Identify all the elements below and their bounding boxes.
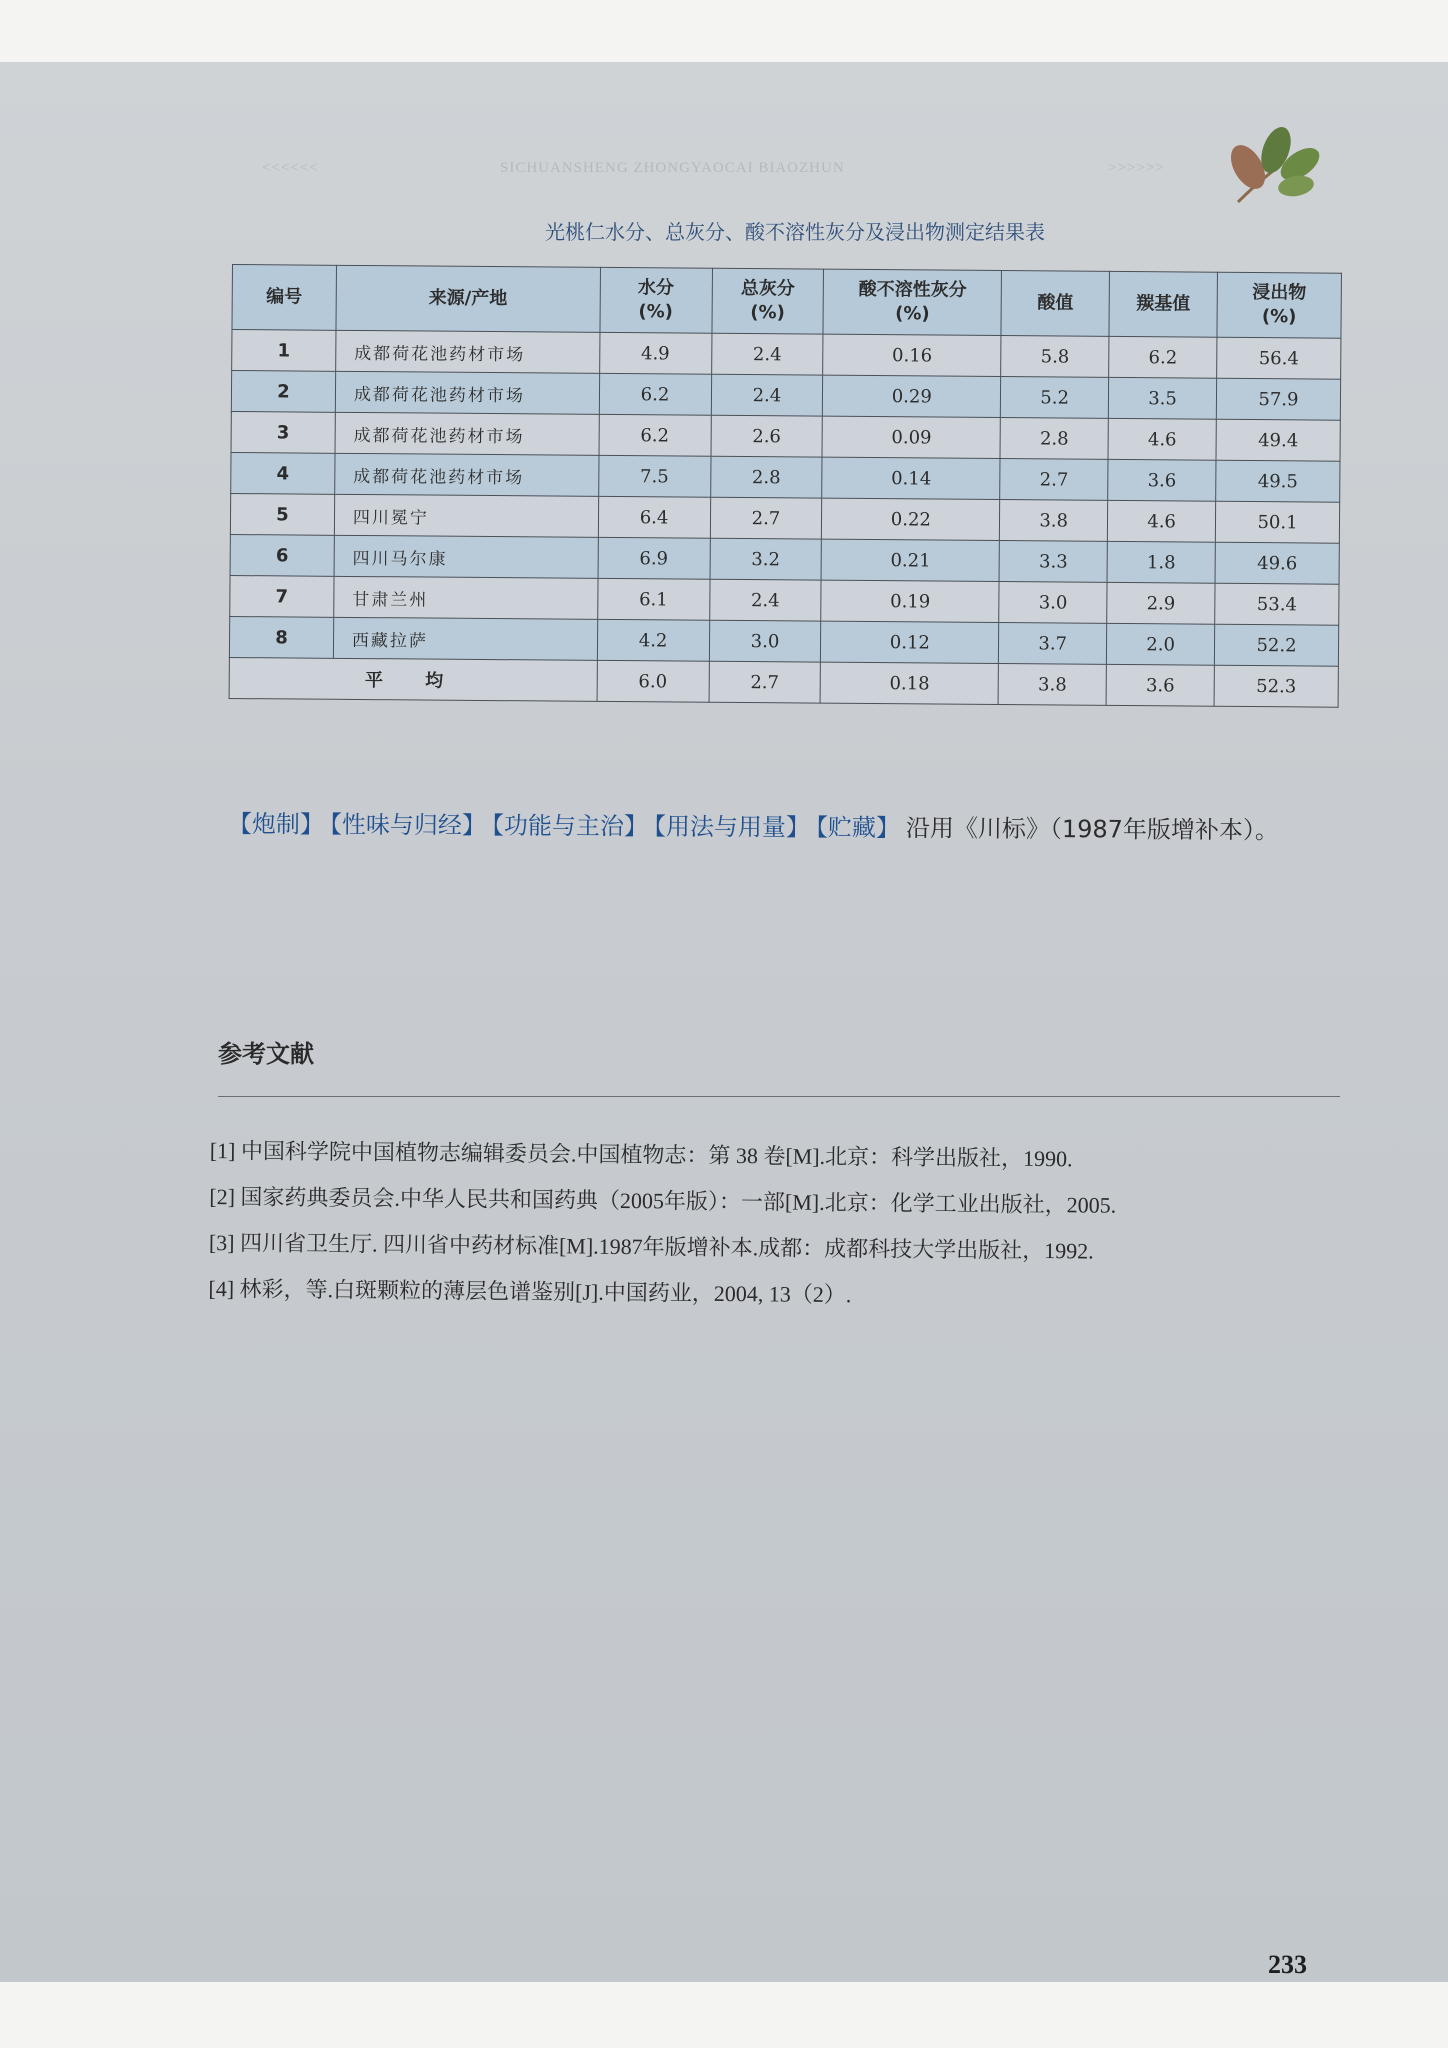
running-header [0,110,1448,176]
cell-acid-value: 2.8 [1000,418,1108,460]
col-header-carbonyl: 羰基值 [1109,271,1217,337]
cell-origin: 成都荷花池药材市场 [335,371,599,414]
cell-acid-ash: 0.16 [823,334,1001,376]
table-header-row [232,265,1341,339]
cell-acid-ash: 0.14 [822,457,1000,499]
results-table [229,264,1342,708]
tag-processing: 【炮制】 [227,809,324,839]
cell-acid-value: 3.8 [998,664,1106,706]
cell-origin: 西藏拉萨 [333,617,597,660]
cell-origin: 四川马尔康 [334,535,598,578]
cell-id: 1 [232,330,336,372]
cell-water: 6.2 [599,414,711,456]
paragraph-text: 沿用《川标》（1987年版增补本）。 [905,814,1280,845]
cell-acid-ash: 0.21 [821,539,999,581]
header-left-marks: <<<<<< [262,160,319,176]
page-number: 233 [1268,1950,1307,1979]
leaf-ornament-icon [1218,122,1328,212]
col-header-acid-value: 酸值 [1001,271,1109,337]
cell-carbonyl: 4.6 [1108,418,1216,460]
cell-water: 4.2 [597,619,709,661]
references-title: 参考文献 [218,1040,314,1068]
col-header-id: 编号 [232,265,336,331]
cell-acid-value: 2.7 [1000,459,1108,501]
reference-item: [1] 中国科学院中国植物志编辑委员会.中国植物志：第 38 卷[M].北京：科学出版社，1990. [209,1137,1073,1172]
cell-ash: 2.6 [711,415,823,457]
cell-extract: 49.4 [1216,419,1340,461]
cell-extract: 56.4 [1217,337,1341,379]
cell-water: 6.0 [597,660,709,702]
col-header-extract: 浸出物 (%) [1217,272,1341,338]
cell-water: 6.1 [597,578,709,620]
cell-carbonyl: 2.0 [1107,623,1215,665]
cell-id: 3 [231,411,335,453]
cell-ash: 2.8 [710,456,822,498]
cell-carbonyl: 3.5 [1108,377,1216,419]
cell-ash: 3.2 [710,538,822,580]
cell-extract: 53.4 [1215,583,1339,625]
cell-origin: 四川冕宁 [334,494,598,537]
tag-usage-dosage: 【用法与用量】 [653,812,810,842]
cell-acid-ash: 0.29 [823,375,1001,417]
cell-carbonyl: 2.9 [1107,582,1215,624]
cell-ash: 2.7 [709,661,821,703]
reference-item: [4] 林彩，等.白斑颗粒的薄层色谱鉴别[J].中国药业，2004, 13（2）. [208,1275,852,1308]
cell-id: 8 [229,616,333,658]
table-caption: 光桃仁水分、总灰分、酸不溶性灰分及浸出物测定结果表 [545,220,1045,244]
cell-extract: 50.1 [1215,501,1339,543]
cell-carbonyl: 3.6 [1106,664,1214,706]
cell-water: 7.5 [598,455,710,497]
tag-storage: 【贮藏】 [815,813,900,843]
cell-origin: 甘肃兰州 [334,576,598,619]
cell-ash: 2.7 [710,497,822,539]
cell-carbonyl: 6.2 [1109,336,1217,378]
cell-origin: 成都荷花池药材市场 [335,453,599,496]
cell-id: 4 [231,452,335,494]
col-header-water: 水分 (%) [600,267,712,333]
cell-acid-ash: 0.22 [822,498,1000,540]
cell-average-label: 平 均 [229,657,597,701]
book-page [0,62,1448,1982]
cell-water: 4.9 [599,332,711,374]
cell-acid-ash: 0.12 [821,621,999,663]
cell-acid-ash: 0.19 [821,580,999,622]
table-average-row [229,657,1338,707]
cell-acid-value: 5.2 [1001,377,1109,419]
cell-extract: 52.2 [1214,624,1338,666]
col-header-acid-ash: 酸不溶性灰分 (%) [823,269,1001,335]
tag-function-indication: 【功能与主治】 [491,811,648,841]
cell-carbonyl: 3.6 [1108,459,1216,501]
cell-origin: 成都荷花池药材市场 [336,330,600,373]
col-header-ash: 总灰分 (%) [711,268,823,334]
col-header-origin: 来源/产地 [336,265,600,332]
cell-id: 5 [230,493,334,535]
cell-extract: 49.6 [1215,542,1339,584]
references-list [208,1128,1330,1323]
cell-id: 6 [230,534,334,576]
cell-extract: 52.3 [1214,665,1338,707]
cell-carbonyl: 4.6 [1108,500,1216,542]
cell-id: 7 [230,575,334,617]
cell-acid-value: 3.8 [1000,500,1108,542]
cell-acid-value: 3.3 [999,541,1107,583]
cell-ash: 2.4 [711,333,823,375]
cell-extract: 49.5 [1216,460,1340,502]
header-right-marks: >>>>>> [1108,160,1165,176]
cell-ash: 2.4 [709,579,821,621]
cell-acid-value: 3.7 [999,623,1107,665]
cell-water: 6.9 [598,537,710,579]
cell-water: 6.4 [598,496,710,538]
cell-id: 2 [231,371,335,413]
reference-item: [3] 四川省卫生厅. 四川省中药材标准[M].1987年版增补本.成都：成都科技大学出版社，1992. [208,1229,1094,1264]
cell-ash: 2.4 [711,374,823,416]
processing-paragraph [228,804,1348,851]
cell-carbonyl: 1.8 [1107,541,1215,583]
cell-acid-ash: 0.09 [822,416,1000,458]
cell-origin: 成都荷花池药材市场 [335,412,599,455]
header-title: SICHUANSHENG ZHONGYAOCAI BIAOZHUN [500,160,845,176]
references-divider [218,1096,1340,1097]
cell-ash: 3.0 [709,620,821,662]
cell-acid-value: 3.0 [999,582,1107,624]
cell-acid-value: 5.8 [1001,336,1109,378]
tag-property-meridian: 【性味与归经】 [329,810,486,840]
cell-acid-ash: 0.18 [820,662,998,704]
cell-water: 6.2 [599,373,711,415]
reference-item: [2] 国家药典委员会.中华人民共和国药典（2005年版）：一部[M].北京：化学工业出版社，2005. [209,1183,1117,1218]
cell-extract: 57.9 [1216,378,1340,420]
